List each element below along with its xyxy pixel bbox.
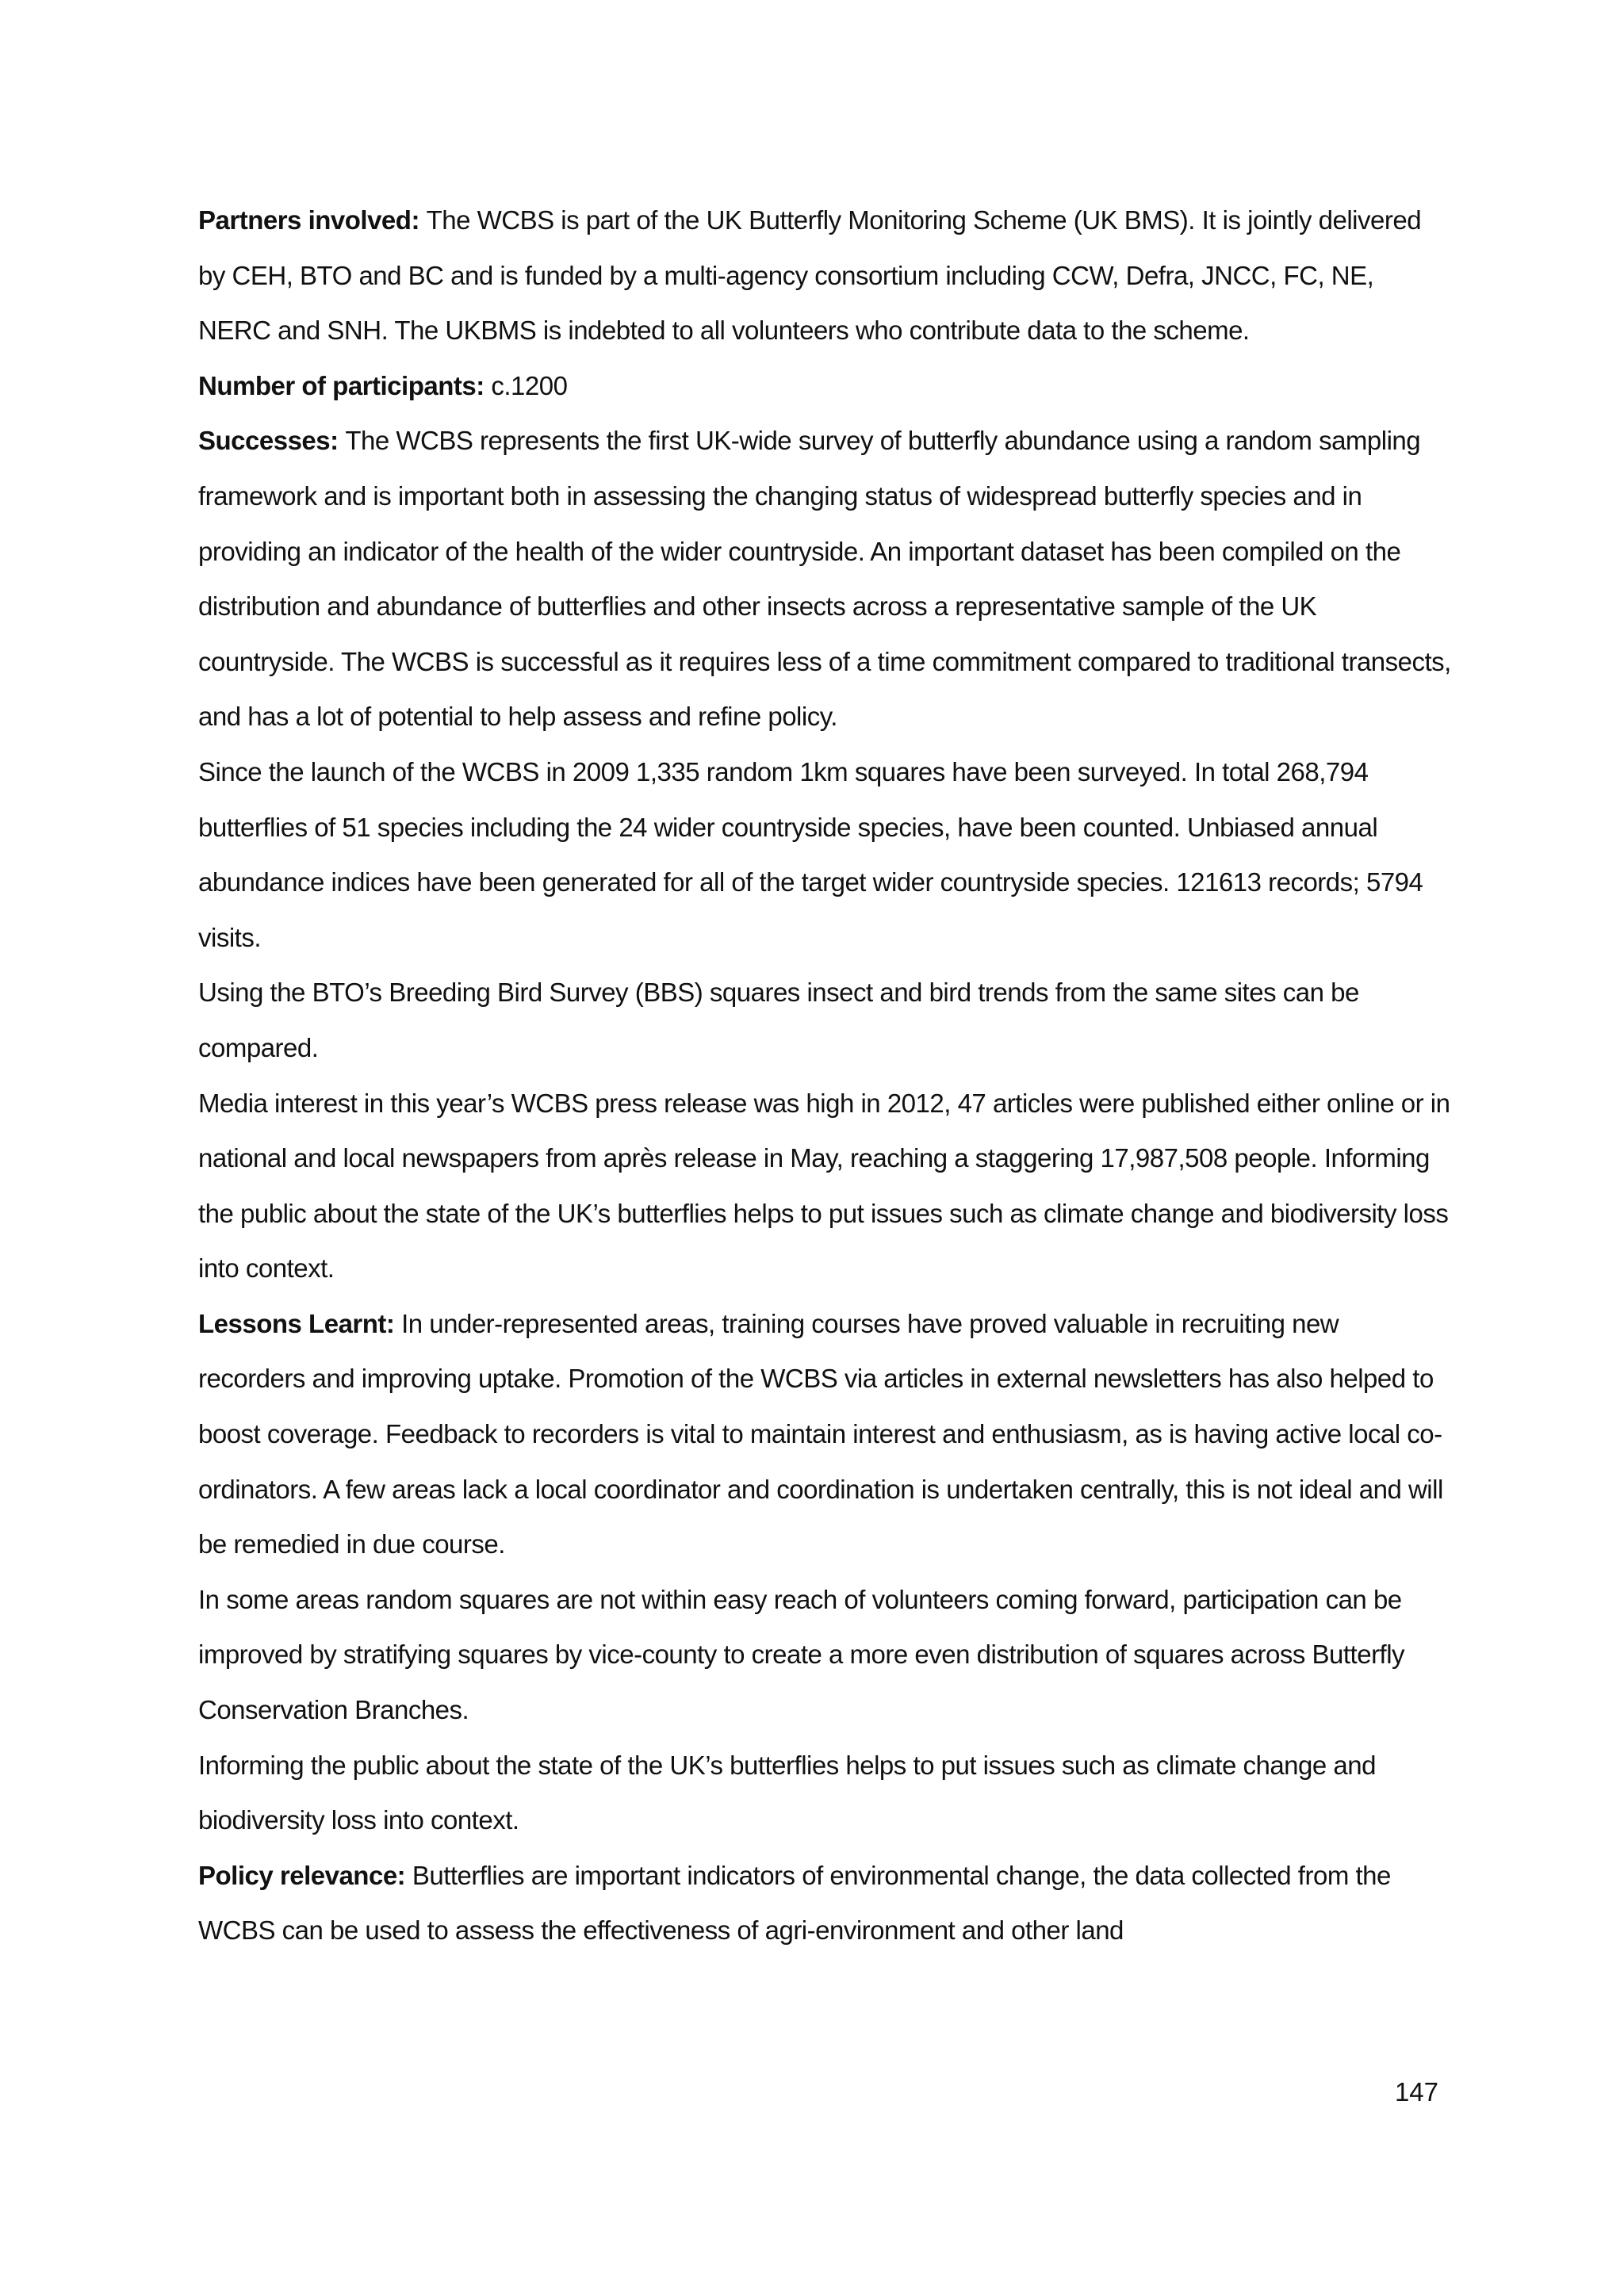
paragraph-bbs-comparison <box>198 965 1451 1075</box>
paragraph-label: Partners involved: <box>198 205 419 235</box>
paragraph-lessons-learnt <box>198 1296 1451 1572</box>
paragraph-text: c.1200 <box>491 370 568 400</box>
paragraph-label: Policy relevance: <box>198 1860 406 1890</box>
paragraph-informing-public <box>198 1738 1451 1848</box>
paragraph-text: Butterflies are important indicators of environmental change, the data collected from the WCBS can be used to assess the effectiveness of agri-environment and other land <box>198 1860 1391 1946</box>
page-number: 147 <box>1394 2077 1438 2107</box>
paragraph-text: Media interest in this year’s WCBS press release was high in 2012, 47 articles were published either online or in national and local newspapers from après release in May, reaching a staggering 17,987,508 people. Informing the public about the state of the UK’s butterflies helps to put issues such as climate change and biodiversity loss into context. <box>198 1088 1450 1284</box>
paragraph-media-interest <box>198 1076 1451 1296</box>
paragraph-text: Since the launch of the WCBS in 2009 1,335 random 1km squares have been surveyed. In total 268,794 butterflies of 51 species including the 24 wider countryside species, have been counted. Unbiased annual abundance indices have been generated for all of the target wider countryside species. 121613 records; 5794 visits. <box>198 756 1423 952</box>
paragraph-label: Successes: <box>198 426 339 456</box>
paragraph-random-squares <box>198 1572 1451 1738</box>
paragraph-text: In some areas random squares are not within easy reach of volunteers coming forward, participation can be improved by stratifying squares by vice-county to create a more even distribution of squares across Butterfly Conservation Branches. <box>198 1584 1405 1725</box>
body-text <box>198 193 1451 1958</box>
paragraph-text: Informing the public about the state of the UK’s butterflies helps to put issues such as climate change and biodiversity loss into context. <box>198 1750 1376 1835</box>
paragraph-policy-relevance <box>198 1848 1451 1958</box>
paragraph-partners-involved <box>198 193 1451 358</box>
paragraph-text: Using the BTO’s Breeding Bird Survey (BBS) squares insect and bird trends from the same sites can be compared. <box>198 978 1359 1062</box>
paragraph-text: The WCBS represents the first UK-wide survey of butterfly abundance using a random sampling framework and is important both in assessing the changing status of widespread butterfly species and in providing an indicator of the health of the wider countryside. An important dataset has been compiled on the distribution and abundance of butterflies and other insects across a representative sample of the UK countryside. The WCBS is successful as it requires less of a time commitment compared to traditional transects, and has a lot of potential to help assess and refine policy. <box>198 426 1451 732</box>
paragraph-label: Number of participants: <box>198 370 485 400</box>
paragraph-text: In under-represented areas, training courses have proved valuable in recruiting new recorders and improving uptake. Promotion of the WCBS via articles in external newsletters has also helped to boost coverage. Feedback to recorders is vital to maintain interest and enthusiasm, as is having active local co-ordinators. A few areas lack a local coordinator and coordination is undertaken centrally, this is not ideal and will be remedied in due course. <box>198 1308 1443 1559</box>
paragraph-number-of-participants <box>198 358 1451 414</box>
paragraph-successes <box>198 413 1451 744</box>
paragraph-survey-totals <box>198 744 1451 965</box>
paragraph-text: The WCBS is part of the UK Butterfly Monitoring Scheme (UK BMS). It is jointly delivered by CEH, BTO and BC and is funded by a multi-agency consortium including CCW, Defra, JNCC, FC, NE, NERC and SNH. The UKBMS is indebted to all volunteers who contribute data to the scheme. <box>198 205 1422 346</box>
paragraph-label: Lessons Learnt: <box>198 1308 395 1338</box>
